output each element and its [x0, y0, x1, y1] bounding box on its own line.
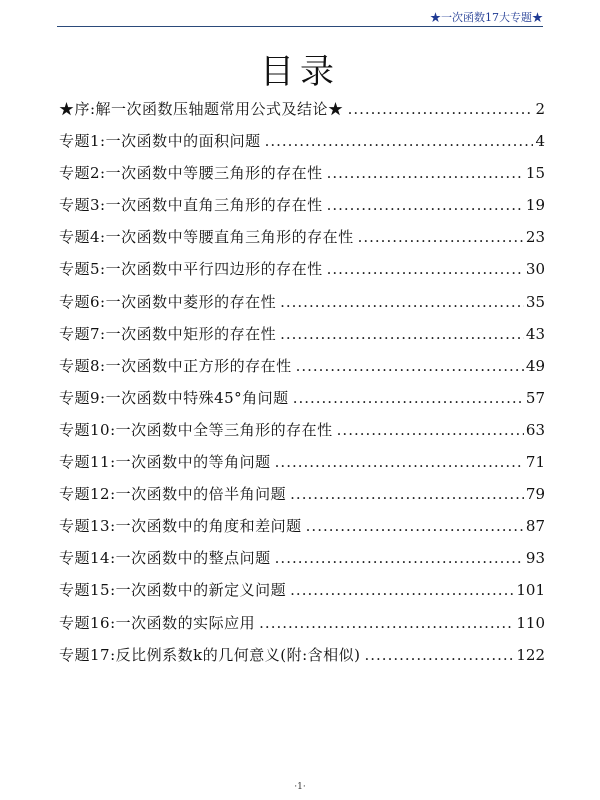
toc-entry-page-number: 2	[535, 100, 545, 118]
table-of-contents	[59, 98, 545, 676]
toc-dot-leader	[327, 260, 524, 278]
toc-entry[interactable]	[59, 451, 545, 483]
toc-dot-leader	[290, 485, 524, 503]
toc-entry-page-number: 57	[525, 388, 545, 407]
toc-entry-page-number: 93	[525, 549, 545, 568]
toc-dot-leader	[306, 517, 524, 535]
toc-entry[interactable]	[59, 579, 545, 611]
toc-entry-page-number: 87	[525, 517, 545, 536]
toc-entry[interactable]	[59, 419, 545, 451]
toc-entry[interactable]	[59, 355, 545, 387]
toc-entry-page-number: 19	[525, 196, 545, 215]
toc-entry[interactable]	[59, 291, 545, 323]
toc-entry[interactable]	[59, 226, 545, 258]
toc-entry-page-number: 71	[525, 453, 545, 472]
toc-entry-label: 专题3:一次函数中直角三角形的存在性	[59, 196, 323, 215]
toc-entry-label: 专题10:一次函数中全等三角形的存在性	[59, 420, 333, 439]
toc-entry-label: 专题13:一次函数中的角度和差问题	[59, 517, 302, 536]
toc-dot-leader	[337, 421, 524, 439]
toc-dot-leader	[365, 646, 515, 664]
toc-entry-page-number: 15	[525, 164, 545, 183]
toc-entry-label: 专题4:一次函数中等腰直角三角形的存在性	[59, 228, 354, 247]
toc-dot-leader	[259, 614, 514, 632]
toc-entry-page-number: 110	[516, 613, 545, 632]
toc-entry-label: 专题17:反比例系数k的几何意义(附:含相似)	[59, 645, 361, 664]
toc-entry[interactable]	[59, 323, 545, 355]
toc-entry-label: 专题1:一次函数中的面积问题	[59, 132, 261, 151]
toc-entry-page-number: 23	[525, 228, 545, 247]
toc-entry-label: ★序:解一次函数压轴题常用公式及结论★	[59, 100, 344, 118]
toc-entry-page-number: 63	[525, 420, 545, 439]
toc-entry-page-number: 35	[525, 292, 545, 311]
toc-entry-label: 专题11:一次函数中的等角问题	[59, 453, 271, 472]
toc-dot-leader	[327, 196, 524, 214]
toc-entry-label: 专题16:一次函数的实际应用	[59, 613, 256, 632]
header-title: ★一次函数17大专题★	[430, 11, 543, 24]
toc-entry-page-number: 30	[525, 260, 545, 279]
toc-dot-leader	[280, 325, 524, 343]
toc-dot-leader	[275, 453, 524, 471]
toc-entry[interactable]	[59, 483, 545, 515]
toc-entry-page-number: 122	[516, 645, 545, 664]
toc-entry[interactable]	[59, 547, 545, 579]
toc-dot-leader	[296, 357, 524, 375]
toc-entry[interactable]	[59, 258, 545, 290]
toc-entry-page-number: 43	[525, 324, 545, 343]
toc-entry[interactable]	[59, 130, 545, 162]
toc-entry[interactable]	[59, 98, 545, 130]
page-number: ·1·	[294, 782, 306, 792]
toc-dot-leader	[280, 293, 524, 311]
toc-dot-leader	[327, 164, 524, 182]
toc-entry-label: 专题9:一次函数中特殊45°角问题	[59, 388, 289, 407]
toc-dot-leader	[348, 100, 534, 118]
toc-dot-leader	[293, 389, 524, 407]
toc-entry[interactable]	[59, 162, 545, 194]
toc-entry-label: 专题14:一次函数中的整点问题	[59, 549, 271, 568]
toc-entry-page-number: 101	[516, 581, 545, 600]
toc-entry[interactable]	[59, 387, 545, 419]
toc-dot-leader	[358, 228, 524, 246]
toc-dot-leader	[275, 549, 524, 567]
toc-entry[interactable]	[59, 644, 545, 676]
toc-entry-page-number: 49	[525, 356, 545, 375]
toc-entry[interactable]	[59, 612, 545, 644]
toc-entry-label: 专题12:一次函数中的倍半角问题	[59, 485, 287, 504]
toc-entry-page-number: 79	[525, 485, 545, 504]
toc-entry-page-number: 4	[535, 132, 545, 151]
toc-entry-label: 专题6:一次函数中菱形的存在性	[59, 292, 277, 311]
toc-dot-leader	[265, 132, 534, 150]
toc-entry-label: 专题15:一次函数中的新定义问题	[59, 581, 287, 600]
toc-entry-label: 专题7:一次函数中矩形的存在性	[59, 324, 277, 343]
toc-entry-label: 专题5:一次函数中平行四边形的存在性	[59, 260, 323, 279]
toc-entry[interactable]	[59, 515, 545, 547]
toc-entry[interactable]	[59, 194, 545, 226]
toc-entry-label: 专题8:一次函数中正方形的存在性	[59, 356, 292, 375]
toc-dot-leader	[290, 581, 514, 599]
toc-entry-label: 专题2:一次函数中等腰三角形的存在性	[59, 164, 323, 183]
page-header	[57, 0, 543, 27]
page-title: 目录	[260, 52, 340, 92]
